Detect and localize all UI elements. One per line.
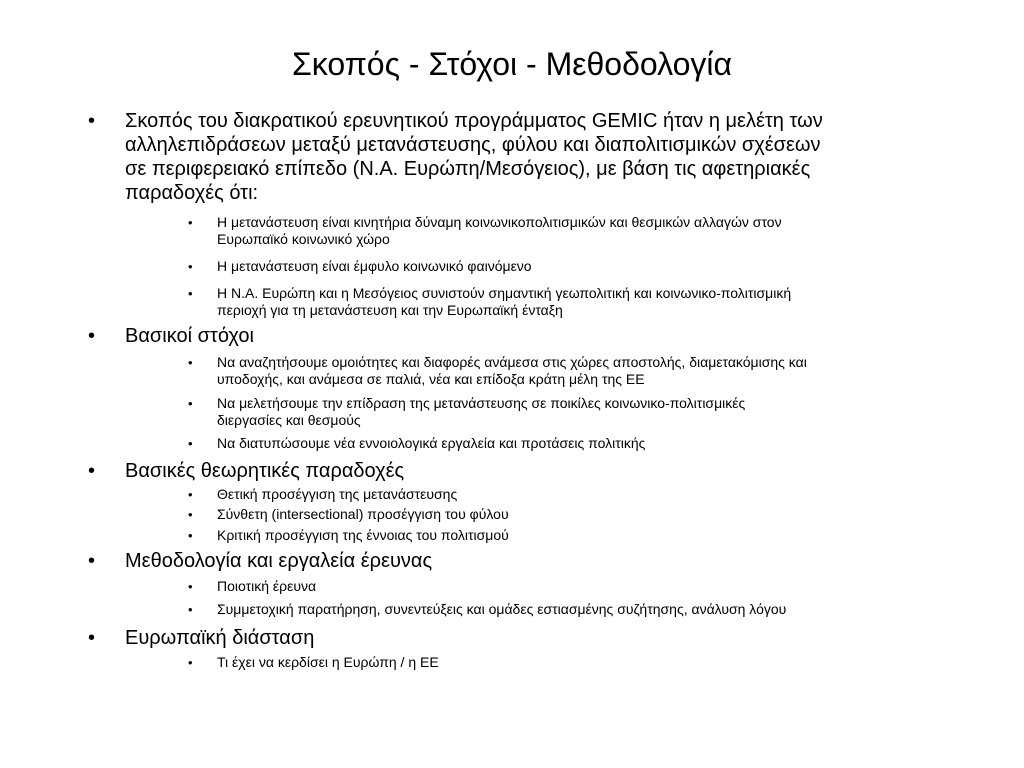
text-line: Ευρωπαϊκή διάσταση (125, 627, 315, 649)
sub-bullet-text (217, 354, 947, 388)
sub-bullet-marker: • (188, 396, 193, 411)
text-line: σε περιφερειακό επίπεδο (Ν.Α. Ευρώπη/Μεσόγειος), με βάση τις αφετηριακές (125, 158, 811, 180)
sub-bullet-text (217, 527, 947, 544)
bullet-text (125, 459, 925, 483)
text-line: Θετική προσέγγιση της μετανάστευσης (217, 486, 458, 502)
sub-bullet-marker: • (188, 355, 193, 370)
sub-bullet-text (217, 214, 947, 248)
text-line: Η Ν.Α. Ευρώπη και η Μεσόγειος συνιστούν σημαντική γεωπολιτική και κοινωνικο-πολιτισμική (217, 285, 792, 301)
text-line: Σύνθετη (intersectional) προσέγγιση του φύλου (217, 506, 509, 522)
text-line: Η μετανάστευση είναι κινητήρια δύναμη κοινωνικοπολιτισμικών και θεσμικών αλλαγών στον (217, 214, 782, 230)
sub-bullet-text (217, 285, 947, 319)
bullet-text (125, 626, 925, 650)
sub-bullet-text (217, 506, 947, 523)
sub-bullet-marker: • (188, 286, 193, 301)
bullet-text (125, 549, 925, 573)
text-line: Μεθοδολογία και εργαλεία έρευνας (125, 550, 433, 572)
text-line: Να αναζητήσουμε ομοιότητες και διαφορές ανάμεσα στις χώρες αποστολής, διαμετακόμισης και (217, 354, 807, 370)
text-line: Ευρωπαϊκό κοινωνικό χώρο (217, 231, 390, 247)
text-line: Τι έχει να κερδίσει η Ευρώπη / η ΕΕ (217, 654, 439, 670)
text-line: Ποιοτική έρευνα (217, 578, 317, 594)
text-line: Σκοπός του διακρατικού ερευνητικού προγράμματος GEMIC ήταν η μελέτη των (125, 110, 823, 132)
sub-bullet-text (217, 435, 947, 452)
text-line: υποδοχής, και ανάμεσα σε παλιά, νέα και επίδοξα κράτη μέλη της ΕΕ (217, 371, 645, 387)
text-line: παραδοχές ότι: (125, 182, 259, 204)
sub-bullet-text (217, 486, 947, 503)
bullet-marker: • (88, 627, 96, 649)
text-line: διεργασίες και θεσμούς (217, 412, 361, 428)
text-line: Κριτική προσέγγιση της έννοιας του πολιτισμού (217, 527, 509, 543)
sub-bullet-text (217, 578, 947, 595)
sub-bullet-marker: • (188, 436, 193, 451)
sub-bullet-marker: • (188, 215, 193, 230)
bullet-text (125, 109, 925, 205)
text-line: Βασικοί στόχοι (125, 325, 254, 347)
sub-bullet-marker: • (188, 507, 193, 522)
sub-bullet-marker: • (188, 655, 193, 670)
sub-bullet-marker: • (188, 259, 193, 274)
bullet-marker: • (88, 110, 96, 132)
text-line: Συμμετοχική παρατήρηση, συνεντεύξεις και ομάδες εστιασμένης συζήτησης, ανάλυση λόγου (217, 601, 787, 617)
text-line: περιοχή για τη μετανάστευση και την Ευρωπαϊκή ένταξη (217, 302, 563, 318)
text-line: αλληλεπιδράσεων μεταξύ μετανάστευσης, φύλου και διαπολιτισμικών σχέσεων (125, 134, 821, 156)
sub-bullet-marker: • (188, 602, 193, 617)
bullet-marker: • (88, 325, 96, 347)
text-line: Να μελετήσουμε την επίδραση της μετανάστευσης σε ποικίλες κοινωνικο-πολιτισμικές (217, 395, 746, 411)
text-line: Βασικές θεωρητικές παραδοχές (125, 460, 405, 482)
sub-bullet-text (217, 601, 947, 618)
text-line: Η μετανάστευση είναι έμφυλο κοινωνικό φαινόμενο (217, 258, 532, 274)
bullet-marker: • (88, 550, 96, 572)
sub-bullet-marker: • (188, 579, 193, 594)
sub-bullet-marker: • (188, 528, 193, 543)
bullet-text (125, 324, 925, 348)
bullet-marker: • (88, 460, 96, 482)
sub-bullet-marker: • (188, 487, 193, 502)
sub-bullet-text (217, 258, 947, 275)
sub-bullet-text (217, 395, 947, 429)
slide-title: Σκοπός - Στόχοι - Μεθοδολογία (291, 46, 732, 82)
sub-bullet-text (217, 654, 947, 671)
text-line: Να διατυπώσουμε νέα εννοιολογικά εργαλεία και προτάσεις πολιτικής (217, 435, 646, 451)
